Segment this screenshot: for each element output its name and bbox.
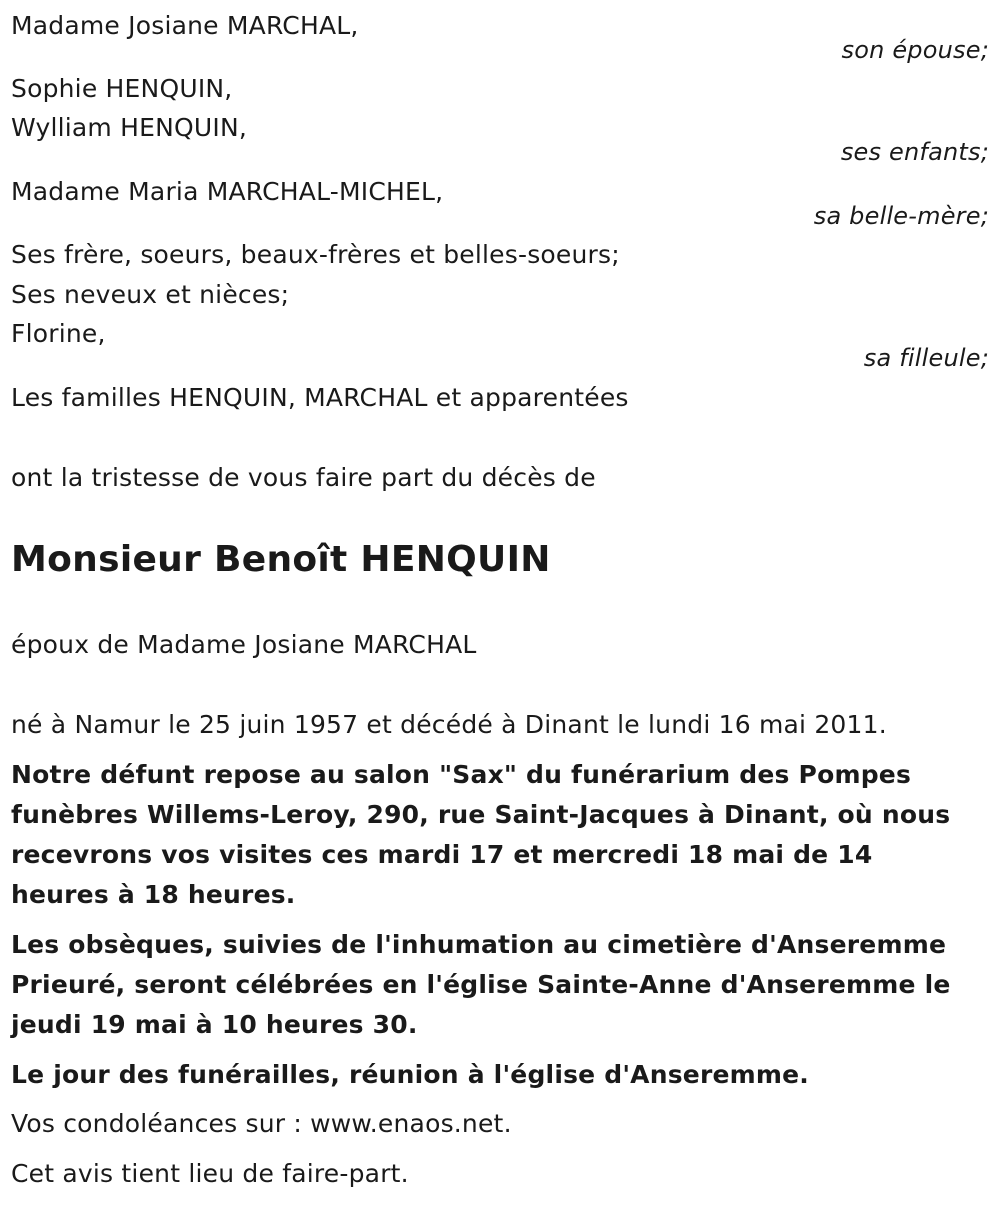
families-line: Les familles HENQUIN, MARCHAL et apparentées	[11, 383, 629, 412]
visitation-paragraph: Notre défunt repose au salon "Sax" du funérarium des Pompes funèbres Willems-Leroy, 290, rue Saint-Jacques à Dinant, où nous recevrons vos visites ces mardi 17 et mercredi 18 mai de 14 heures à 18 heures.	[11, 760, 951, 909]
condolences-line: Vos condoléances sur : www.enaos.net.	[11, 1109, 512, 1138]
spouse-role: son épouse;	[841, 36, 989, 64]
notice-line: Cet avis tient lieu de faire-part.	[11, 1159, 409, 1188]
deceased-spouse-line: époux de Madame Josiane MARCHAL	[11, 630, 477, 659]
nephews-line: Ses neveux et nièces;	[11, 280, 290, 309]
funeral-paragraph: Les obsèques, suivies de l'inhumation au cimetière d'Anseremme Prieuré, seront célébrées en l'église Sainte-Anne d'Anseremme le jeudi 19 mai à 10 heures 30.	[11, 930, 951, 1039]
goddaughter-role: sa filleule;	[863, 344, 989, 372]
birth-death-line: né à Namur le 25 juin 1957 et décédé à Dinant le lundi 16 mai 2011.	[11, 710, 887, 739]
meeting-paragraph: Le jour des funérailles, réunion à l'église d'Anseremme.	[11, 1060, 809, 1089]
child-name-1: Sophie HENQUIN,	[11, 74, 233, 103]
spouse-name: Madame Josiane MARCHAL,	[11, 11, 359, 40]
announcement-line: ont la tristesse de vous faire part du décès de	[11, 463, 596, 492]
child-name-2: Wylliam HENQUIN,	[11, 113, 248, 142]
mother-in-law-role: sa belle-mère;	[813, 202, 989, 230]
siblings-line: Ses frère, soeurs, beaux-frères et belles-soeurs;	[11, 240, 620, 269]
mother-in-law-name: Madame Maria MARCHAL-MICHEL,	[11, 177, 444, 206]
goddaughter-name: Florine,	[11, 319, 106, 348]
deceased-name: Monsieur Benoît HENQUIN	[11, 539, 551, 580]
children-role: ses enfants;	[840, 138, 989, 166]
